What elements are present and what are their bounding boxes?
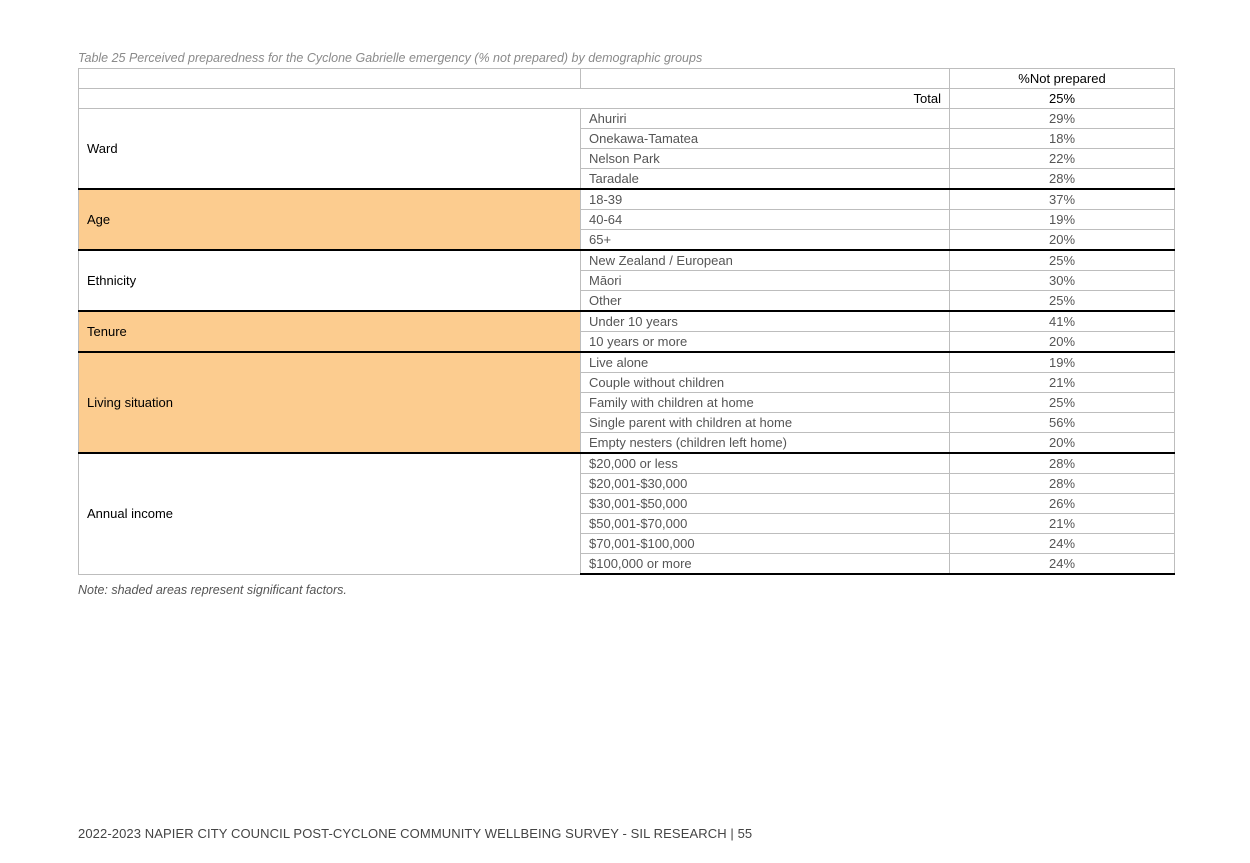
- row-label: Under 10 years: [581, 311, 950, 332]
- row-value: 29%: [950, 109, 1175, 129]
- table-header-row: [79, 69, 1175, 89]
- table-row: [79, 189, 1175, 210]
- row-value: 24%: [950, 554, 1175, 575]
- row-label: 65+: [581, 230, 950, 251]
- row-value: 41%: [950, 311, 1175, 332]
- row-label: $100,000 or more: [581, 554, 950, 575]
- row-label: $30,001-$50,000: [581, 494, 950, 514]
- header-blank-cell: [581, 69, 950, 89]
- table-row: [79, 109, 1175, 129]
- table-caption: Table 25 Perceived preparedness for the Cyclone Gabrielle emergency (% not prepared) by demographic groups: [78, 51, 703, 65]
- row-label: Nelson Park: [581, 149, 950, 169]
- row-value: 20%: [950, 433, 1175, 454]
- group-label: Age: [79, 189, 581, 250]
- group-label: Living situation: [79, 352, 581, 453]
- row-label: Couple without children: [581, 373, 950, 393]
- table-note: Note: shaded areas represent significant factors.: [78, 583, 347, 597]
- row-label: Onekawa-Tamatea: [581, 129, 950, 149]
- row-label: 18-39: [581, 189, 950, 210]
- table-row: [79, 250, 1175, 271]
- row-value: 25%: [950, 291, 1175, 312]
- row-value: 18%: [950, 129, 1175, 149]
- group-label: Annual income: [79, 453, 581, 574]
- row-value: 25%: [950, 250, 1175, 271]
- row-value: 37%: [950, 189, 1175, 210]
- row-value: 19%: [950, 210, 1175, 230]
- row-value: 21%: [950, 373, 1175, 393]
- row-value: 20%: [950, 230, 1175, 251]
- column-header-not-prepared: %Not prepared: [950, 69, 1175, 89]
- row-label: Family with children at home: [581, 393, 950, 413]
- row-value: 28%: [950, 169, 1175, 190]
- total-row: [79, 89, 1175, 109]
- group-label: Ethnicity: [79, 250, 581, 311]
- row-label: Taradale: [581, 169, 950, 190]
- row-label: New Zealand / European: [581, 250, 950, 271]
- row-label: Empty nesters (children left home): [581, 433, 950, 454]
- total-value: 25%: [950, 89, 1175, 109]
- total-label: Total: [79, 89, 950, 109]
- row-value: 24%: [950, 534, 1175, 554]
- row-label: Live alone: [581, 352, 950, 373]
- preparedness-table: [78, 68, 1175, 575]
- row-label: Ahuriri: [581, 109, 950, 129]
- row-value: 22%: [950, 149, 1175, 169]
- group-label: Tenure: [79, 311, 581, 352]
- row-label: Māori: [581, 271, 950, 291]
- row-value: 25%: [950, 393, 1175, 413]
- row-label: $20,001-$30,000: [581, 474, 950, 494]
- group-label: Ward: [79, 109, 581, 190]
- table-row: [79, 352, 1175, 373]
- page-footer: 2022-2023 NAPIER CITY COUNCIL POST-CYCLONE COMMUNITY WELLBEING SURVEY - SIL RESEARCH | 55: [78, 826, 753, 841]
- row-value: 26%: [950, 494, 1175, 514]
- row-value: 30%: [950, 271, 1175, 291]
- row-value: 19%: [950, 352, 1175, 373]
- row-value: 28%: [950, 453, 1175, 474]
- table-row: [79, 453, 1175, 474]
- row-label: $20,000 or less: [581, 453, 950, 474]
- row-label: 10 years or more: [581, 332, 950, 353]
- row-label: 40-64: [581, 210, 950, 230]
- table-row: [79, 311, 1175, 332]
- row-label: Other: [581, 291, 950, 312]
- row-label: Single parent with children at home: [581, 413, 950, 433]
- row-value: 28%: [950, 474, 1175, 494]
- row-label: $50,001-$70,000: [581, 514, 950, 534]
- row-value: 20%: [950, 332, 1175, 353]
- row-value: 56%: [950, 413, 1175, 433]
- table-body: [79, 69, 1175, 575]
- row-value: 21%: [950, 514, 1175, 534]
- header-blank-cell: [79, 69, 581, 89]
- row-label: $70,001-$100,000: [581, 534, 950, 554]
